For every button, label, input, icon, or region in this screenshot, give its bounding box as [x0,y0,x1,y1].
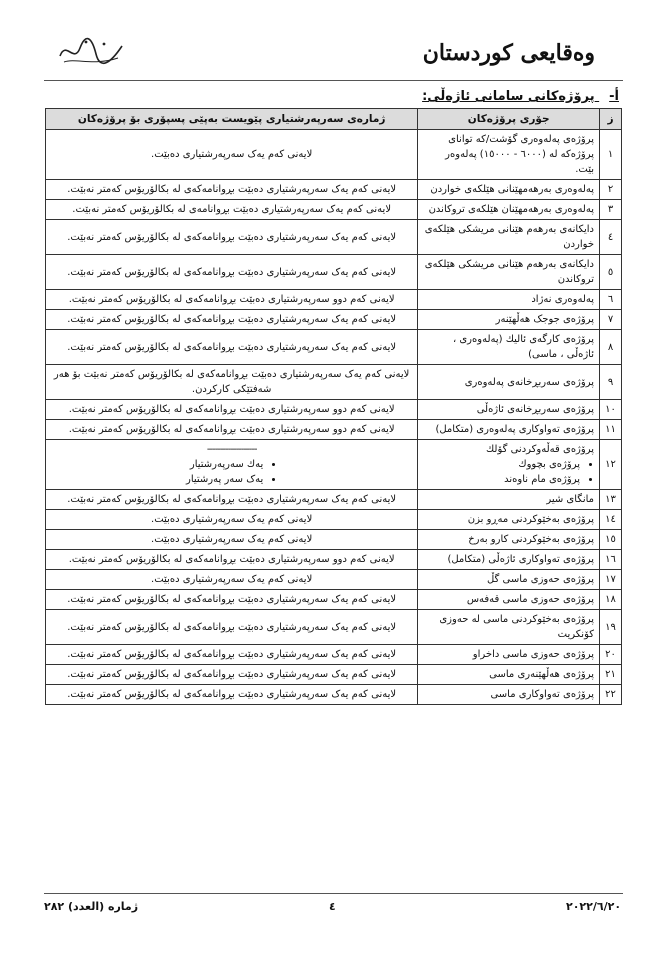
row-number: ١٣ [600,490,622,510]
project-type: پرۆژەی بەخێوکردنی کارو بەرخ [418,530,600,550]
supervisor-requirement: لایەنی کەم یەک سەرپەرشتیاری دەبێت بڕوانامەکەی لە بکالۆریۆس کەمتر نەبێت. [46,685,418,705]
row-number: ١٩ [600,610,622,645]
table-row [46,200,622,220]
project-type: پرۆژەی بەخێوکردنی مەڕو بزن [418,510,600,530]
project-type: پرۆژەی تەواوکاری پەلەوەری (متكامل) [418,420,600,440]
table-row [46,510,622,530]
supervisor-requirement: لایەنی کەم یەک سەرپەرشتیاری دەبێت بڕوانامەی لە بکالۆریۆس کەمتر نەبێت. [46,200,418,220]
supervisor-requirement: لایەنی کەم یەک سەرپەرشتیاری دەبێت. [46,570,418,590]
row-number: ٦ [600,290,622,310]
table-header-row [46,109,622,130]
row-number: ٨ [600,330,622,365]
table-row [46,180,622,200]
table-row [46,290,622,310]
supervisor-requirement: لایەنی کەم یەک سەرپەرشتیاری دەبێت بڕوانامەکەی لە بکالۆریۆس کەمتر نەبێت. [46,220,418,255]
row-number: ١ [600,130,622,180]
table-row [46,530,622,550]
footer-divider [44,893,623,894]
table-row [46,610,622,645]
project-type: مانگای شیر [418,490,600,510]
project-type: پەلەوەری نەژاد [418,290,600,310]
table-row [46,220,622,255]
supervisor-requirement: لایەنی کەم یەک سەرپەرشتیاری دەبێت بڕوانامەکەی لە بکالۆریۆس کەمتر نەبێت. [46,590,418,610]
supervisor-requirement: لایەنی کەم یەک سەرپەرشتیاری دەبێت بڕوانامەکەی لە بکالۆریۆس کەمتر نەبێت. [46,310,418,330]
table-row [46,570,622,590]
row-number: ١٦ [600,550,622,570]
project-type: پرۆژەی کارگەی ئالیك (پەلەوەری ، ئاژەڵی ، ماسی) [418,330,600,365]
table-row [46,440,622,490]
supervisor-requirement: لایەنی کەم یەک سەرپەرشتیاری دەبێت بڕوانامەکەی لە بکالۆریۆس کەمتر نەبێت بۆ هەر شەفتێکی کارکردن. [46,365,418,400]
list-item: • پرۆژەی بچووك [423,457,580,472]
table-row [46,255,622,290]
row-number: ١٢ [600,440,622,490]
supervisor-requirement: لایەنی کەم دوو سەرپەرشتیاری دەبێت بڕوانامەکەی لە بکالۆریۆس کەمتر نەبێت. [46,420,418,440]
project-type: پرۆژەی تەواوکاری ماسی [418,685,600,705]
calligraphy-logo-icon [56,34,126,68]
supervisor-requirement: لایەنی کەم یەک سەرپەرشتیاری دەبێت بڕوانامەکەی لە بکالۆریۆس کەمتر نەبێت. [46,665,418,685]
project-type: دایکانەی بەرهەم هێنانی مریشکی هێلکەی خواردن [418,220,600,255]
table-row [46,665,622,685]
project-type: پرۆژەی پەلەوەری گۆشت/کە توانای پرۆژەکە لە (٦٠٠٠ - ١٥٠٠٠) پەلەوەر بێت. [418,130,600,180]
row-number: ٧ [600,310,622,330]
row-number: ١١ [600,420,622,440]
projects-table [45,108,622,705]
table-row [46,685,622,705]
table-row [46,310,622,330]
row-number: ١٤ [600,510,622,530]
project-type: پەلەوەری بەرهەمهێنانی هێلکەی خواردن [418,180,600,200]
table-row [46,420,622,440]
row-number: ٥ [600,255,622,290]
supervisor-requirement: لایەنی کەم یەک سەرپەرشتیاری دەبێت بڕوانامەکەی لە بکالۆریۆس کەمتر نەبێت. [46,255,418,290]
project-type: پرۆژەی حەوزی ماسی گڵ [418,570,600,590]
table-row [46,330,622,365]
list-item: • یەك سەرپەرشتیار [186,457,263,472]
table-row [46,645,622,665]
row-number: ٤ [600,220,622,255]
row-number: ٣ [600,200,622,220]
table-row [46,365,622,400]
row-number: ١٨ [600,590,622,610]
project-type: پرۆژەی جوجک هەڵهێنەر [418,310,600,330]
supervisor-requirement [46,440,418,490]
requirement-list [186,457,277,487]
row-number: ١٠ [600,400,622,420]
supervisor-requirement: لایەنی کەم یەک سەرپەرشتیاری دەبێت بڕوانامەکەی لە بکالۆریۆس کەمتر نەبێت. [46,330,418,365]
project-type-title: پرۆژەی قەڵەوکردنی گۆلك [486,444,595,455]
supervisor-requirement: لایەنی کەم یەک سەرپەرشتیاری دەبێت بڕوانامەکەی لە بکالۆریۆس کەمتر نەبێت. [46,645,418,665]
project-type: پرۆژەی حەوزی ماسی قەفەس [418,590,600,610]
section-heading [422,89,619,104]
project-type: پەلەوەری بەرهەمهێنان هێلکەی تروکاندن [418,200,600,220]
project-type: پرۆژەی سەربڕخانەی پەلەوەری [418,365,600,400]
row-number: ٩ [600,365,622,400]
header-no: ز [600,109,622,130]
project-type: دایکانەی بەرهەم هێنانی مریشکی هێلکەی تروکاندن [418,255,600,290]
supervisor-requirement: لایەنی کەم یەک سەرپەرشتیاری دەبێت. [46,530,418,550]
row-number: ١٧ [600,570,622,590]
section-letter: أ- [609,89,619,104]
row-number: ٢٠ [600,645,622,665]
section-title: پرۆژەکانی سامانی ئاژەڵی: [422,89,595,104]
project-type [418,440,600,490]
row-number: ٢١ [600,665,622,685]
row-number: ١٥ [600,530,622,550]
project-type: پرۆژەی تەواوکاری ئاژەڵی (متكامل) [418,550,600,570]
supervisor-requirement: لایەنی کەم یەک سەرپەرشتیاری دەبێت بڕوانامەکەی لە بکالۆریۆس کەمتر نەبێت. [46,610,418,645]
supervisor-requirement: لایەنی کەم دوو سەرپەرشتیاری دەبێت بڕوانامەکەی لە بکالۆریۆس کەمتر نەبێت. [46,400,418,420]
table-row [46,550,622,570]
masthead-title: وەقایعی کوردستان [422,40,595,66]
project-type: پرۆژەی سەربڕخانەی ئاژەڵی [418,400,600,420]
page-number: ٤ [329,900,336,913]
supervisor-requirement: لایەنی کەم یەک سەرپەرشتیاری دەبێت. [46,510,418,530]
row-number: ٢٢ [600,685,622,705]
project-type: پرۆژەی هەڵهێنەری ماسی [418,665,600,685]
header-divider [44,80,623,81]
header-type: جۆری پرۆژەکان [418,109,600,130]
table-row [46,490,622,510]
supervisor-requirement: لایەنی کەم دوو سەرپەرشتیاری دەبێت بڕوانامەکەی لە بکالۆریۆس کەمتر نەبێت. [46,550,418,570]
table-row [46,590,622,610]
supervisor-requirement: لایەنی کەم یەک سەرپەرشتیاری دەبێت بڕوانامەکەی لە بکالۆریۆس کەمتر نەبێت. [46,490,418,510]
list-item: • یەک سەر پەرشتیار [186,472,263,487]
masthead [0,0,667,84]
issue-number: ژمارە (العدد) ٢٨٢ [44,900,139,913]
table-row [46,400,622,420]
list-item: • پرۆژەی مام ناوەند [423,472,580,487]
row-number: ٢ [600,180,622,200]
dash-separator: ------------------- [206,444,257,455]
footer-date: ٢٠٢٢/٦/٢٠ [566,900,622,913]
table-row [46,130,622,180]
header-requirement: ژمارەی سەرپەرشتیاری پێویست بەپێی پسپۆری بۆ پرۆژەکان [46,109,418,130]
supervisor-requirement: لایەنی کەم یەک سەرپەرشتیاری دەبێت بڕوانامەکەی لە بکالۆریۆس کەمتر نەبێت. [46,180,418,200]
project-type: پرۆژەی حەوزی ماسی داخراو [418,645,600,665]
supervisor-requirement: لایەنی کەم دوو سەرپەرشتیاری دەبێت بڕوانامەکەی لە بکالۆریۆس کەمتر نەبێت. [46,290,418,310]
supervisor-requirement: لایەنی کەم یەک سەرپەرشتیاری دەبێت. [46,130,418,180]
project-type: پرۆژەی بەخێوکردنی ماسی لە حەوزی کۆنکریت [418,610,600,645]
project-type-list [423,457,594,487]
